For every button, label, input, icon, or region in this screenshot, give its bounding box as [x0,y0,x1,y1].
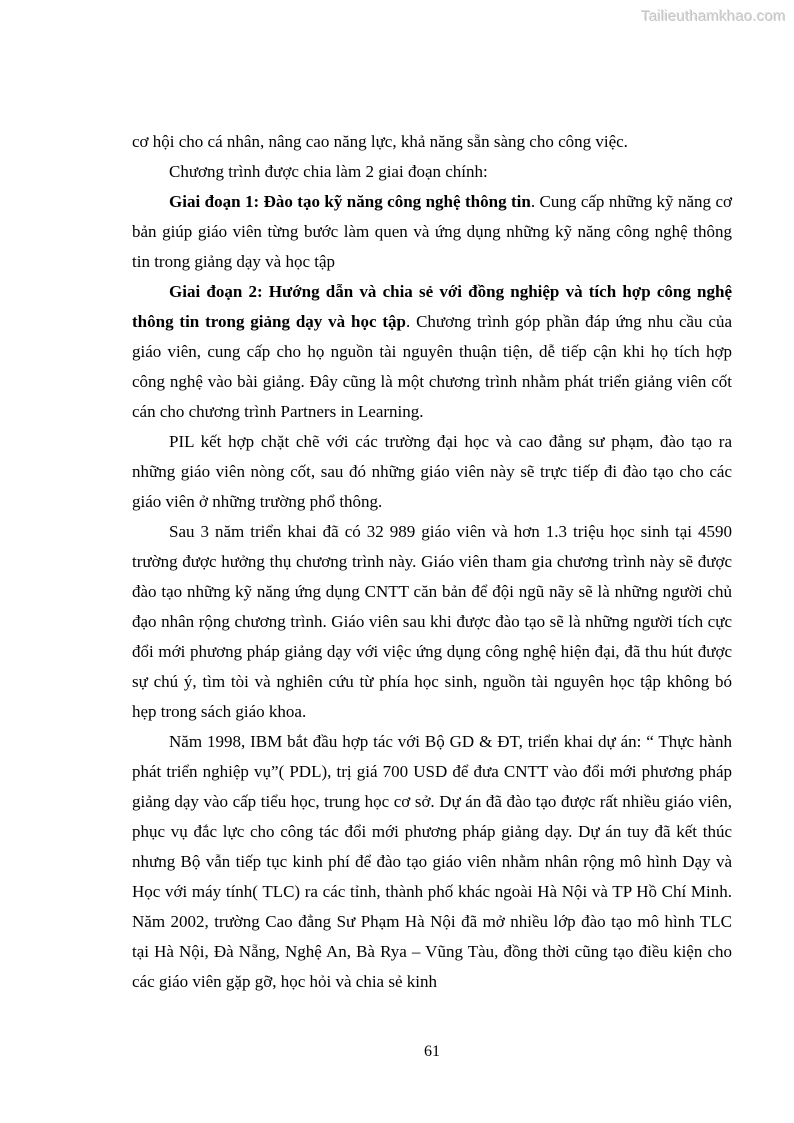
paragraph [132,517,732,727]
paragraph [132,427,732,517]
text-segment: Sau 3 năm triển khai đã có 32 989 giáo viên và hơn 1.3 triệu học sinh tại 4590 trường được hưởng thụ chương trình này. Giáo viên tham gia chương trình này sẽ được đào tạo những kỹ năng ứng dụng CNTT căn bản để đội ngũ nãy sẽ là những người chủ đạo nhân rộng chương trình. Giáo viên sau khi được đào tạo sẽ là những người tích cực đổi mới phương pháp giảng dạy với việc ứng dụng công nghệ hiện đại, đã thu hút được sự chú ý, tìm tòi và nghiên cứu từ phía học sinh, nguồn tài nguyên học tập không bó hẹp trong sách giáo khoa. [132,522,732,721]
document-body [132,127,732,997]
bold-text-segment: Giai đoạn 1: Đào tạo kỹ năng công nghệ thông tin [169,192,531,211]
paragraph [132,727,732,997]
text-segment: Năm 1998, IBM bắt đầu hợp tác với Bộ GD & ĐT, triển khai dự án: “ Thực hành phát triển nghiệp vụ”( PDL), trị giá 700 USD để đưa CNTT vào đổi mới phương pháp giảng dạy vào cấp tiểu học, trung học cơ sở. Dự án đã đào tạo được rất nhiều giáo viên, phục vụ đắc lực cho công tác đổi mới phương pháp giảng dạy. Dự án tuy đã kết thúc nhưng Bộ vẫn tiếp tục kinh phí để đào tạo giáo viên nhằm nhân rộng mô hình Dạy và Học với máy tính( TLC) ra các tỉnh, thành phố khác ngoài Hà Nội và TP Hồ Chí Minh. Năm 2002, trường Cao đẳng Sư Phạm Hà Nội đã mở nhiều lớp đào tạo mô hình TLC tại Hà Nội, Đà Nẵng, Nghệ An, Bà Rya – Vũng Tàu, đồng thời cũng tạo điều kiện cho các giáo viên gặp gỡ, học hỏi và chia sẻ kinh [132,732,732,991]
text-segment: PIL kết hợp chặt chẽ với các trường đại học và cao đẳng sư phạm, đào tạo ra những giáo viên nòng cốt, sau đó những giáo viên này sẽ trực tiếp đi đào tạo cho các giáo viên ở những trường phổ thông. [132,432,732,511]
text-segment: . Chương trình góp phần đáp ứng nhu cầu của giáo viên, cung cấp cho họ nguồn tài nguyên thuận tiện, dễ tiếp cận khi họ tích hợp công nghệ vào bài giảng. Đây cũng là một chương trình nhằm phát triển giảng viên cốt cán cho chương trình Partners in Learning. [132,312,733,421]
text-segment: Chương trình được chia làm 2 giai đoạn chính: [169,162,488,181]
text-segment: cơ hội cho cá nhân, nâng cao năng lực, khả năng sẵn sàng cho công việc. [132,132,628,151]
paragraph [132,127,732,157]
page-number: 61 [424,1043,440,1060]
paragraph [132,157,732,187]
paragraph [132,277,732,427]
paragraph [132,187,732,277]
watermark: Tailieuthamkhao.com [641,8,786,25]
text-segment: . Cung cấp những kỹ năng cơ bản giúp giáo viên từng bước làm quen và ứng dụng những kỹ năng công nghệ thông tin trong giảng dạy và học tập [132,192,732,271]
bold-text-segment: Giai đoạn 2: Hướng dẫn và chia sẻ với đồng nghiệp và tích hợp công nghệ thông tin trong giảng dạy và học tập [132,282,732,331]
